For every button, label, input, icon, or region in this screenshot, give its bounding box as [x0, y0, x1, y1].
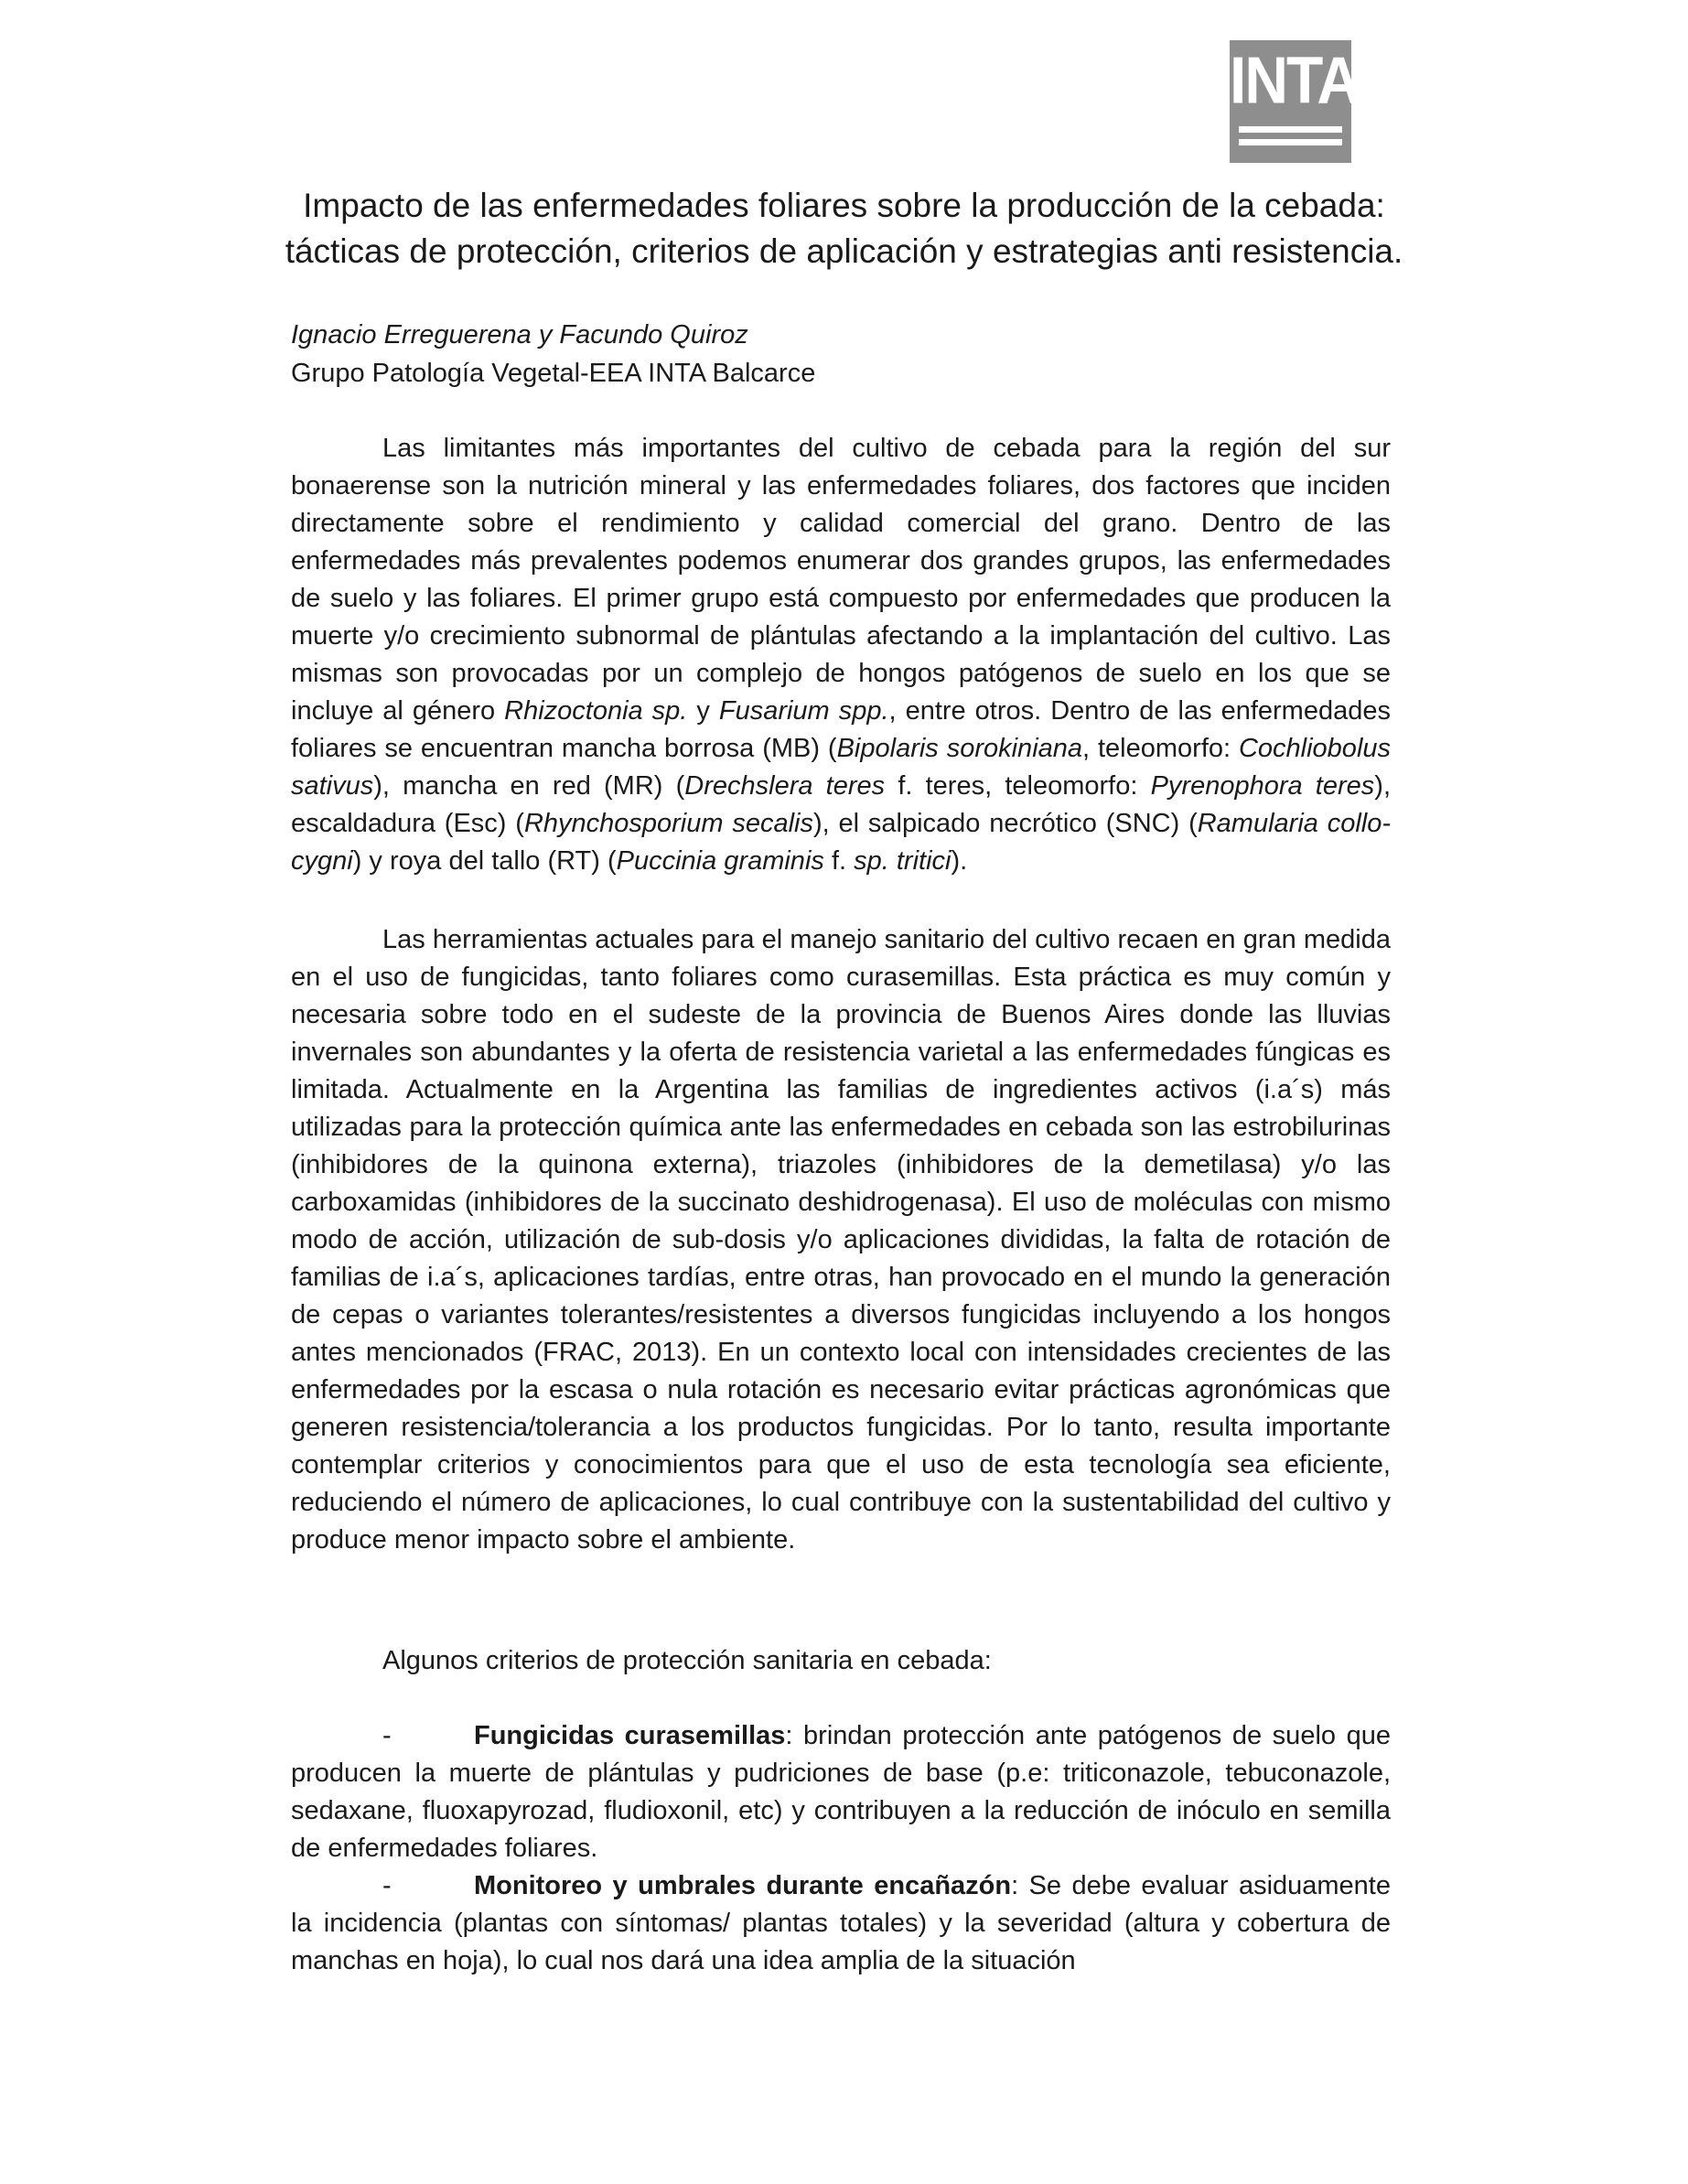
p1-species-puccinia: Puccinia graminis — [616, 846, 824, 876]
p1-species-rhizoctonia: Rhizoctonia sp. — [504, 696, 688, 726]
title-line-1: Impacto de las enfermedades foliares sobre la producción de la cebada: — [303, 187, 1385, 224]
p1-text: f. — [823, 846, 855, 876]
p1-text: ), mancha en red (MR) ( — [373, 771, 685, 801]
logo-stripe — [1239, 139, 1342, 145]
p1-text: f. teres, teleomorfo: — [885, 771, 1151, 801]
item-dash: - — [382, 1721, 392, 1750]
document-title — [256, 183, 1432, 274]
paragraph-2: Las herramientas actuales para el manejo sanitario del cultivo recaen en gran medida en el uso de fungicidas, tanto foliares como curasemillas. Esta práctica es muy común y necesaria sobre todo en el sudeste de la provincia de Buenos Aires donde las lluvias invernales son abundantes y la oferta de resistencia varietal a las enfermedades fúngicas es limitada. Actualmente en la Argentina las familias de ingredientes activos (i.a´s) más utilizadas para la protección química ante las enfermedades en cebada son las estrobilurinas (inhibidores de la quinona externa), triazoles (inhibidores de la demetilasa) y/o las carboxamidas (inhibidores de la succinato deshidrogenasa). El uso de moléculas con mismo modo de acción, utilización de sub-dosis y/o aplicaciones divididas, la falta de rotación de familias de i.a´s, aplicaciones tardías, entre otras, han provocado en el mundo la generación de cepas o variantes tolerantes/resistentes a diversos fungicidas incluyendo a los hongos antes mencionados (FRAC, 2013). En un contexto local con intensidades crecientes de las enfermedades por la escasa o nula rotación es necesario evitar prácticas agronómicas que generen resistencia/tolerancia a los productos fungicidas. Por lo tanto, resulta importante contemplar criterios y conocimientos para que el uso de esta tecnología sea eficiente, reduciendo el número de aplicaciones, lo cual contribuye con la sustentabilidad del cultivo y produce menor impacto sobre el ambiente. — [291, 925, 1391, 1555]
logo-stripe — [1239, 126, 1342, 133]
p1-text: ), escaldadura (Esc) ( — [291, 771, 1391, 838]
p1-species-tritici: sp. tritici — [854, 846, 952, 876]
criteria-item-1 — [291, 1717, 1391, 1867]
p1-text: , teleomorfo: — [1082, 734, 1239, 763]
paragraph-1 — [291, 430, 1391, 880]
item-heading: Monitoreo y umbrales durante encañazón — [474, 1871, 1012, 1900]
p1-species-drechslera: Drechslera teres — [684, 771, 886, 801]
p1-species-pyrenophora: Pyrenophora teres — [1150, 771, 1375, 801]
p1-species-bipolaris: Bipolaris sorokiniana — [836, 734, 1083, 763]
p1-species-rhynchosporium: Rhynchosporium secalis — [523, 809, 813, 838]
author-names: Ignacio Erreguerena y Facundo Quiroz — [291, 320, 748, 350]
item-text: : brindan protección ante patógenos de suelo que producen la muerte de plántulas y pudriciones de base (p.e: triticonazole, tebuconazole, sedaxane, fluoxapyrozad, fludioxonil, etc) y contribuyen a la reducción de inóculo en semilla de enfermedades foliares. — [291, 1721, 1391, 1863]
inta-logo — [1230, 40, 1360, 163]
criteria-intro: Algunos criterios de protección sanitaria en cebada: — [382, 1646, 992, 1675]
p1-species-fusarium: Fusarium spp. — [718, 696, 889, 726]
inta-logo-text: INTA — [1230, 42, 1360, 117]
author-affiliation: Grupo Patología Vegetal-EEA INTA Balcarce — [291, 359, 816, 388]
p1-text: , entre otros. Dentro de las enfermedades foliares se encuentran mancha borrosa (MB) ( — [291, 696, 1391, 763]
item-text: : Se debe evaluar asiduamente la incidencia (plantas con síntomas/ plantas totales) y la severidad (altura y cobertura de manchas en hoja), lo cual nos dará una idea amplia de la situación — [291, 1871, 1391, 1975]
title-line-2: tácticas de protección, criterios de aplicación y estrategias anti resistencia. — [285, 232, 1403, 270]
authors-block — [291, 316, 815, 393]
criteria-item-2 — [291, 1867, 1391, 1980]
p1-text: ), el salpicado necrótico (SNC) ( — [813, 809, 1198, 838]
p1-species-ramularia: Ramularia collo-cygni — [291, 809, 1391, 876]
item-heading: Fungicidas curasemillas — [474, 1721, 786, 1750]
item-dash: - — [382, 1871, 392, 1900]
p1-species-cochliobolus: Cochliobolus sativus — [291, 734, 1392, 801]
p1-text: y — [687, 696, 719, 726]
p1-text: ) y roya del tallo (RT) ( — [352, 846, 617, 876]
p1-text: Las limitantes más importantes del cultivo de cebada para la región del sur bonaerense son la nutrición mineral y las enfermedades foliares, dos factores que inciden directamente sobre el rendimiento y calidad comercial del grano. Dentro de las enfermedades más prevalentes podemos enumerar dos grandes grupos, las enfermedades de suelo y las foliares. El primer grupo está compuesto por enfermedades que producen la muerte y/o crecimiento subnormal de plántulas afectando a la implantación del cultivo. Las mismas son provocadas por un complejo de hongos patógenos de suelo en los que se incluye al género — [291, 434, 1391, 726]
p1-text: ). — [951, 846, 968, 876]
